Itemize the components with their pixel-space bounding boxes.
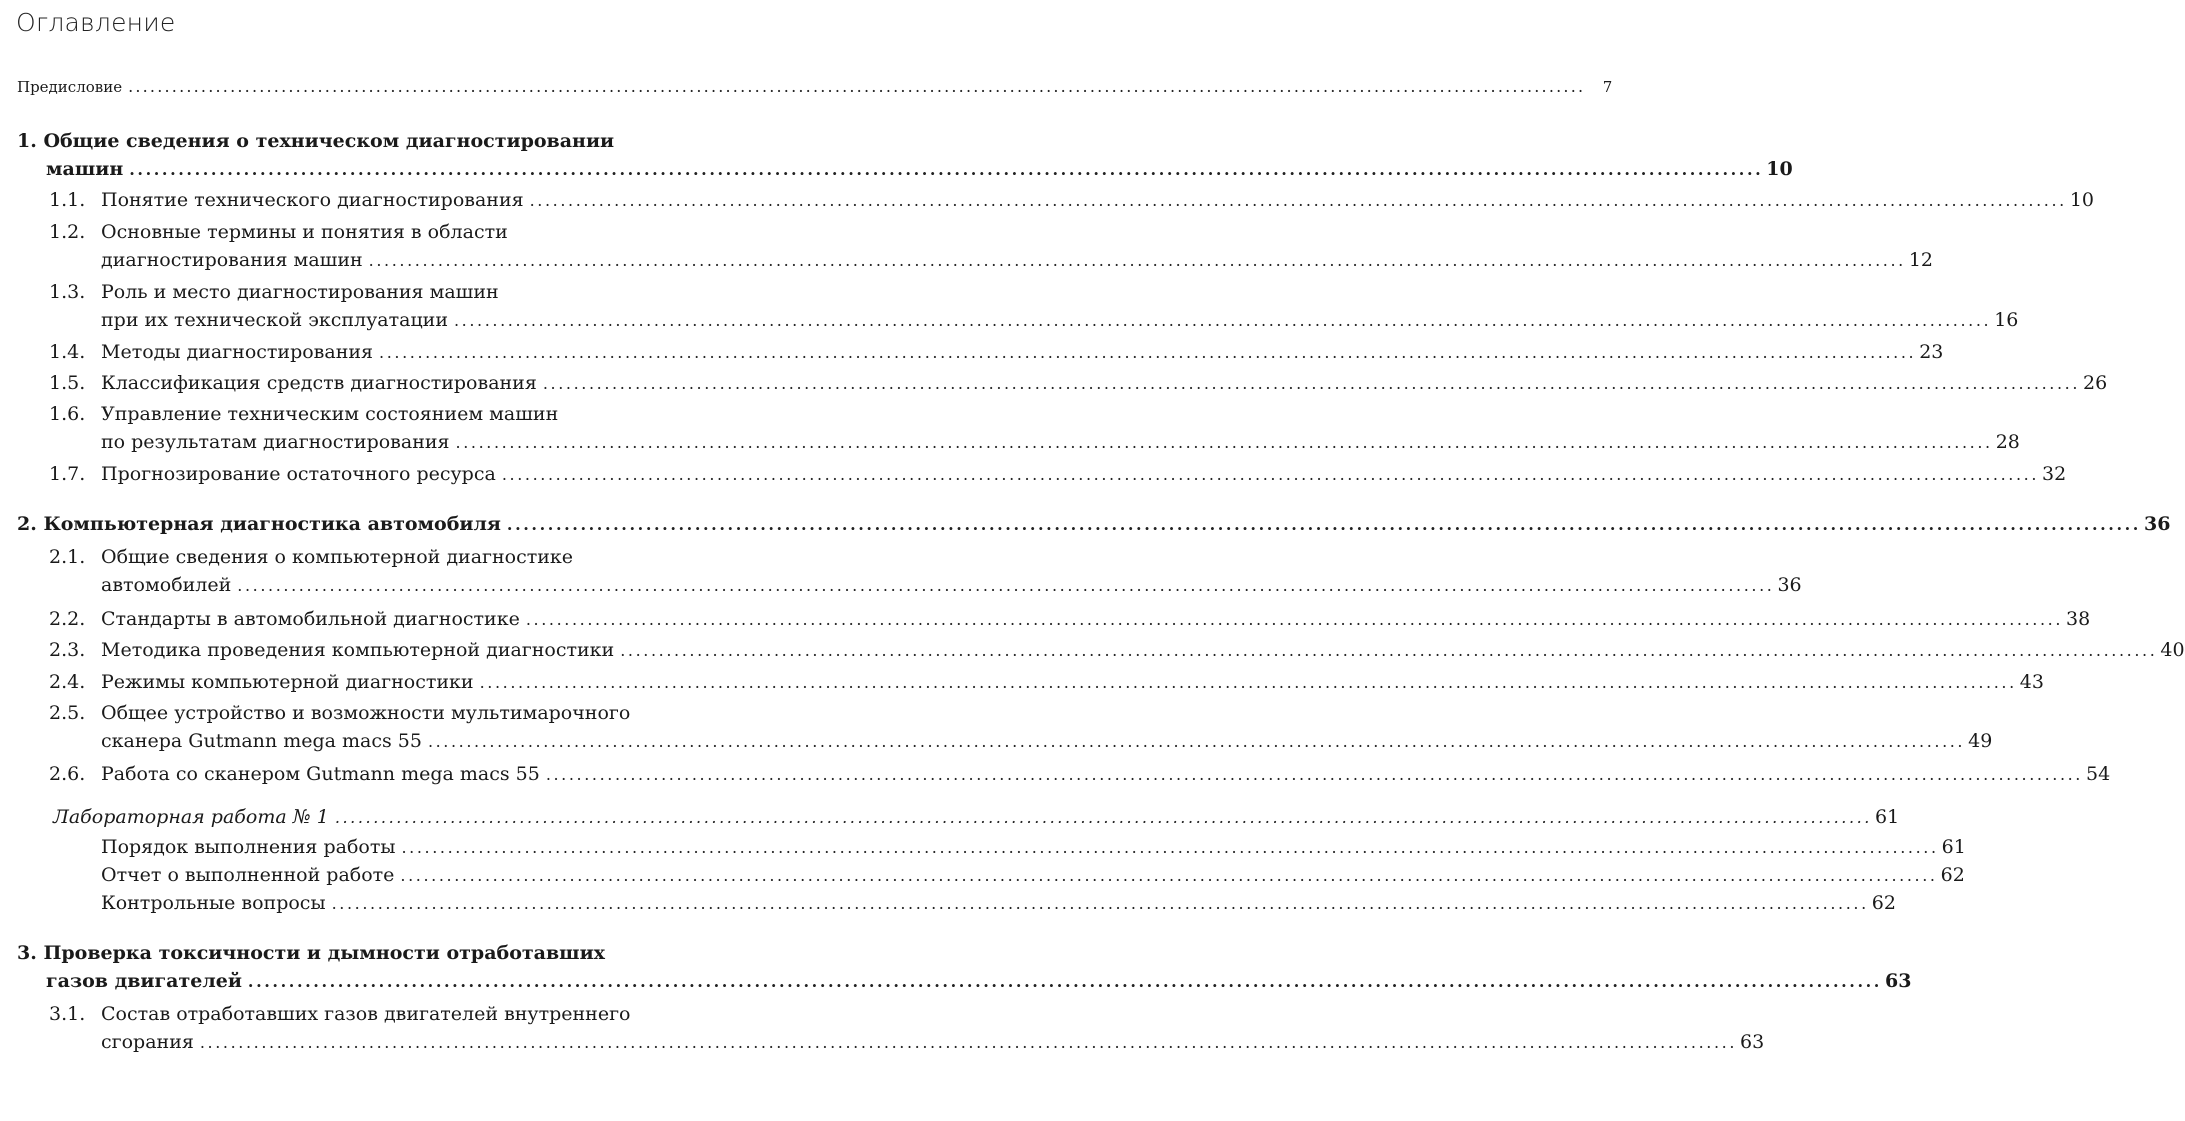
section-number: 1.6. <box>49 403 86 425</box>
toc-entry-line <box>49 246 1934 274</box>
toc-entry-lab1[interactable] <box>53 803 1900 831</box>
page-number: 26 <box>2083 372 2108 394</box>
section-number: 1.2. <box>49 221 86 243</box>
toc-entry-lab1-3[interactable] <box>101 889 1896 917</box>
dot-leader: ........................................................................................................................................................................................................ <box>455 433 1993 452</box>
dot-leader: ........................................................................................................................................................................................................ <box>334 808 1872 827</box>
toc-entry-title: Режимы компьютерной диагностики <box>101 671 474 693</box>
toc-entry-title: Отчет о выполненной работе <box>101 864 395 886</box>
dot-leader: ........................................................................................................................................................................................................ <box>237 576 1775 595</box>
toc-entry-title: Прогнозирование остаточного ресурса <box>101 463 496 485</box>
toc-entry-line <box>49 338 1944 366</box>
toc-entry-line <box>49 727 1993 755</box>
toc-entry-line <box>17 127 710 155</box>
section-number: 2.3. <box>49 639 86 661</box>
toc-entry-s2-2[interactable] <box>49 605 2091 633</box>
section-number: 2.6. <box>49 763 86 785</box>
toc-entry-lab1-1[interactable] <box>101 833 1966 861</box>
toc-entry-line <box>17 510 2171 538</box>
toc-entry-line <box>17 967 1912 995</box>
page-number: 63 <box>1740 1031 1765 1053</box>
toc-entry-s1-4[interactable] <box>49 338 1944 366</box>
page-number: 49 <box>1968 730 1993 752</box>
toc-entry-title: Управление техническим состоянием машин <box>101 403 559 425</box>
toc-entry-s2-4[interactable] <box>49 668 2044 696</box>
page-number: 54 <box>2086 763 2111 785</box>
dot-leader: ........................................................................................................................................................................................................ <box>506 515 2141 534</box>
toc-entry-title: 3. Проверка токсичности и дымности отработавших <box>17 942 605 964</box>
toc-entry-title: сгорания <box>101 1031 194 1053</box>
toc-entry-title: Порядок выполнения работы <box>101 836 396 858</box>
toc-entry-line <box>49 186 2094 214</box>
dot-leader: ........................................................................................................................................................................................................ <box>545 765 2083 784</box>
toc-entry-line <box>49 218 710 246</box>
toc-entry-title: Понятие технического диагностирования <box>101 189 524 211</box>
section-number: 2.1. <box>49 546 86 568</box>
toc-entry-line <box>49 400 710 428</box>
toc-entry-title: Методика проведения компьютерной диагностики <box>101 639 615 661</box>
dot-leader: ........................................................................................................................................................................................................ <box>427 732 1966 751</box>
dot-leader: ........................................................................................................................................................................................................ <box>620 641 2158 660</box>
toc-entry-title: по результатам диагностирования <box>101 431 450 453</box>
page-title: Оглавление <box>16 8 176 37</box>
toc-entry-lab1-2[interactable] <box>101 861 1965 889</box>
section-number: 1.5. <box>49 372 86 394</box>
toc-entry-title: машин <box>46 158 124 180</box>
toc-entry-line <box>49 543 710 571</box>
toc-entry-line <box>49 428 2020 456</box>
toc-entry-s2-3[interactable] <box>49 636 2185 664</box>
section-number: 2.5. <box>49 702 86 724</box>
toc-entry-line <box>49 760 2111 788</box>
toc-entry-line <box>49 1000 710 1028</box>
toc-entry-title: Классификация средств диагностирования <box>101 372 537 394</box>
page-number: 62 <box>1871 892 1896 914</box>
toc-entry-title: диагностирования машин <box>101 249 363 271</box>
page-number: 12 <box>1908 249 1934 271</box>
toc-entry-line <box>49 278 710 306</box>
dot-leader: ........................................................................................................................................................................................................ <box>379 343 1917 362</box>
toc-entry-title: Методы диагностирования <box>101 341 374 363</box>
toc-entry-line <box>49 460 2067 488</box>
page-number: 7 <box>1602 78 1613 96</box>
toc-entry-line <box>17 939 710 967</box>
dot-leader: ........................................................................................................................................................................................................ <box>542 374 2081 393</box>
section-number: 2.4. <box>49 671 86 693</box>
toc-entry-title: газов двигателей <box>46 970 242 992</box>
page-number: 32 <box>2042 463 2067 485</box>
toc-entry-title: при их технической эксплуатации <box>101 309 448 331</box>
page-number: 23 <box>1919 341 1944 363</box>
page-number: 10 <box>1766 158 1793 180</box>
toc-entry-ch2[interactable] <box>17 510 2171 538</box>
toc-entry-s1-6[interactable] <box>49 400 2020 456</box>
toc-entry-s3-1[interactable] <box>49 1000 1765 1056</box>
toc-entry-line <box>49 699 710 727</box>
section-number: 1.3. <box>49 281 86 303</box>
toc-entry-line <box>49 1028 1765 1056</box>
toc-entry-line <box>49 605 2091 633</box>
section-number: 2.2. <box>49 608 86 630</box>
toc-entry-title: Основные термины и понятия в области <box>101 221 508 243</box>
toc-entry-s1-5[interactable] <box>49 369 2108 397</box>
section-number: 1.4. <box>49 341 86 363</box>
toc-entry-line <box>101 889 1896 917</box>
toc-entry-title: 1. Общие сведения о техническом диагностировании <box>17 130 615 152</box>
dot-leader: ........................................................................................................................................................................................................ <box>247 972 1882 991</box>
toc-entry-line <box>49 636 2185 664</box>
toc-entry-title: Лабораторная работа № 1 <box>53 806 329 828</box>
toc-entry-s2-1[interactable] <box>49 543 1802 599</box>
page-number: 28 <box>1995 431 2020 453</box>
toc-entry-title: Общее устройство и возможности мультимарочного <box>101 702 631 724</box>
toc-entry-line <box>49 306 2019 334</box>
dot-leader: ........................................................................................................................................................................................................ <box>331 894 1869 913</box>
page-number: 36 <box>2143 513 2171 535</box>
page-number: 16 <box>1994 309 2019 331</box>
page-number: 10 <box>2069 189 2094 211</box>
toc-entry-line <box>101 833 1966 861</box>
toc-entry-line <box>49 571 1802 599</box>
toc-entry-title: Предисловие <box>17 78 123 96</box>
toc-entry-s1-1[interactable] <box>49 186 2094 214</box>
dot-leader: ........................................................................................................................................................................................................ <box>199 1033 1738 1052</box>
section-number: 3.1. <box>49 1003 86 1025</box>
dot-leader: ........................................................................................................................................................................................................ <box>454 311 1992 330</box>
page-number: 36 <box>1777 574 1802 596</box>
dot-leader: ........................................................................................................................................................................................................ <box>400 866 1938 885</box>
dot-leader: ........................................................................................................................................................................................................ <box>525 610 2064 629</box>
toc-entry-ch3[interactable] <box>17 939 1912 995</box>
toc-entry-s2-5[interactable] <box>49 699 1993 755</box>
toc-entry-title: Работа со сканером Gutmann mega macs 55 <box>101 763 540 785</box>
toc-entry-title: сканера Gutmann mega macs 55 <box>101 730 422 752</box>
toc-entry-s1-2[interactable] <box>49 218 1934 274</box>
page-number: 40 <box>2160 639 2185 661</box>
toc-entry-line <box>53 803 1900 831</box>
dot-leader: ........................................................................................................................................................................................................ <box>401 838 1939 857</box>
toc-entry-title: автомобилей <box>101 574 232 596</box>
dot-leader: ........................................................................................................................................................................................................ <box>529 191 2067 210</box>
page-number: 63 <box>1884 970 1912 992</box>
dot-leader: ........................................................................................................................................................................................................ <box>501 465 2040 484</box>
page-number: 61 <box>1941 836 1966 858</box>
toc-entry-title: Роль и место диагностирования машин <box>101 281 499 303</box>
toc-entry-s1-3[interactable] <box>49 278 2019 334</box>
toc-entry-s1-7[interactable] <box>49 460 2067 488</box>
page-number: 61 <box>1875 806 1900 828</box>
dot-leader: ........................................................................................................................................................................................................ <box>368 251 1906 270</box>
toc-entry-line <box>49 668 2044 696</box>
page-number: 62 <box>1940 864 1965 886</box>
toc-entry-title: Состав отработавших газов двигателей внутреннего <box>101 1003 631 1025</box>
dot-leader: ........................................................................................................................................................................................................ <box>479 673 2017 692</box>
toc-entry-line <box>17 73 1613 101</box>
toc-entry-line <box>17 155 1793 183</box>
toc-entry-title: Стандарты в автомобильной диагностике <box>101 608 520 630</box>
section-number: 1.7. <box>49 463 86 485</box>
toc-entry-title: Контрольные вопросы <box>101 892 326 914</box>
toc-entry-ch1[interactable] <box>17 127 1793 183</box>
toc-entry-title: 2. Компьютерная диагностика автомобиля <box>17 513 501 535</box>
dot-leader: ........................................................................................................................................................................................................ <box>129 160 1764 179</box>
toc-entry-line <box>49 369 2108 397</box>
dot-leader: ........................................................................................................................................................................................................ <box>128 77 1586 96</box>
toc-entry-title: Общие сведения о компьютерной диагностике <box>101 546 574 568</box>
page-number: 38 <box>2066 608 2091 630</box>
page-number: 43 <box>2019 671 2044 693</box>
section-number: 1.1. <box>49 189 86 211</box>
toc-entry-s2-6[interactable] <box>49 760 2111 788</box>
toc-entry-preface[interactable] <box>17 73 1613 101</box>
toc-entry-line <box>101 861 1965 889</box>
